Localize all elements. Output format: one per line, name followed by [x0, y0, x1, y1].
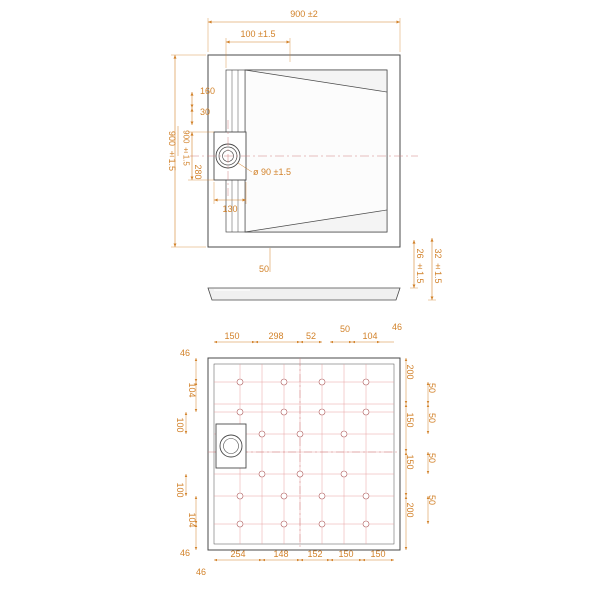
dim-drain-block-height: 280 [193, 164, 203, 180]
dim-drain-diameter: ø 90 ±1.5 [253, 167, 291, 177]
dim-bottom-right-50d: 50 [427, 494, 437, 506]
dim-bottom-right-200b: 200 [405, 502, 415, 518]
dim-bottom-left-46b: 46 [180, 548, 191, 558]
dim-drain-band-130: 130 [222, 204, 238, 214]
dim-bottom-right-50c: 50 [427, 452, 437, 464]
dim-bottom-right-50b: 50 [427, 412, 437, 424]
dim-bottom-left-100b: 100 [175, 482, 185, 498]
bottom-view-geometry [208, 358, 400, 550]
dim-drain-offset-top: 100 ±1.5 [240, 29, 276, 39]
dim-bottom-top-52: 52 [305, 331, 317, 341]
dim-bottom-top-150: 150 [224, 331, 240, 341]
dim-bottom-left-46c: 46 [196, 567, 207, 577]
dim-drain-side-50: 900 ±1.5 [181, 130, 191, 166]
dim-thickness-26: 26 ±1.5 [415, 248, 425, 284]
dim-bottom-left-100a: 100 [175, 417, 185, 433]
dim-bottom-right-150b: 150 [405, 454, 415, 470]
dim-bottom-left-104b: 104 [187, 512, 197, 528]
dim-left-strip-30: 30 [200, 107, 211, 117]
dim-bottom-bot-152: 152 [307, 549, 323, 559]
dim-bottom-left-104a: 104 [187, 382, 197, 398]
dim-bottom-top-104: 104 [362, 331, 378, 341]
dim-bottom-right-50a: 50 [427, 382, 437, 394]
dim-bottom-top-46: 46 [391, 322, 403, 332]
dim-overall-width: 900 ±2 [290, 9, 318, 19]
dim-bottom-bot-254: 254 [230, 549, 246, 559]
dim-bottom-bot-150b: 150 [370, 549, 386, 559]
dim-bottom-top-50: 50 [339, 324, 351, 334]
side-view-geometry [208, 288, 400, 300]
dim-bottom-top-298: 298 [268, 331, 284, 341]
dim-left-strip-160: 160 [200, 86, 216, 96]
side-view-dimensions [410, 238, 443, 300]
dim-overall-height: 900 ±1.5 [167, 130, 177, 172]
top-view-geometry [190, 55, 418, 247]
dim-bottom-left-46a: 46 [180, 348, 191, 358]
dim-bottom-right-200a: 200 [405, 364, 415, 380]
dim-left-edge-50: 50 [258, 264, 270, 274]
dim-bottom-bot-150a: 150 [338, 549, 354, 559]
dim-thickness-32: 32 ±1.5 [433, 248, 443, 284]
dim-bottom-bot-148: 148 [273, 549, 289, 559]
dim-bottom-right-150a: 150 [405, 412, 415, 428]
